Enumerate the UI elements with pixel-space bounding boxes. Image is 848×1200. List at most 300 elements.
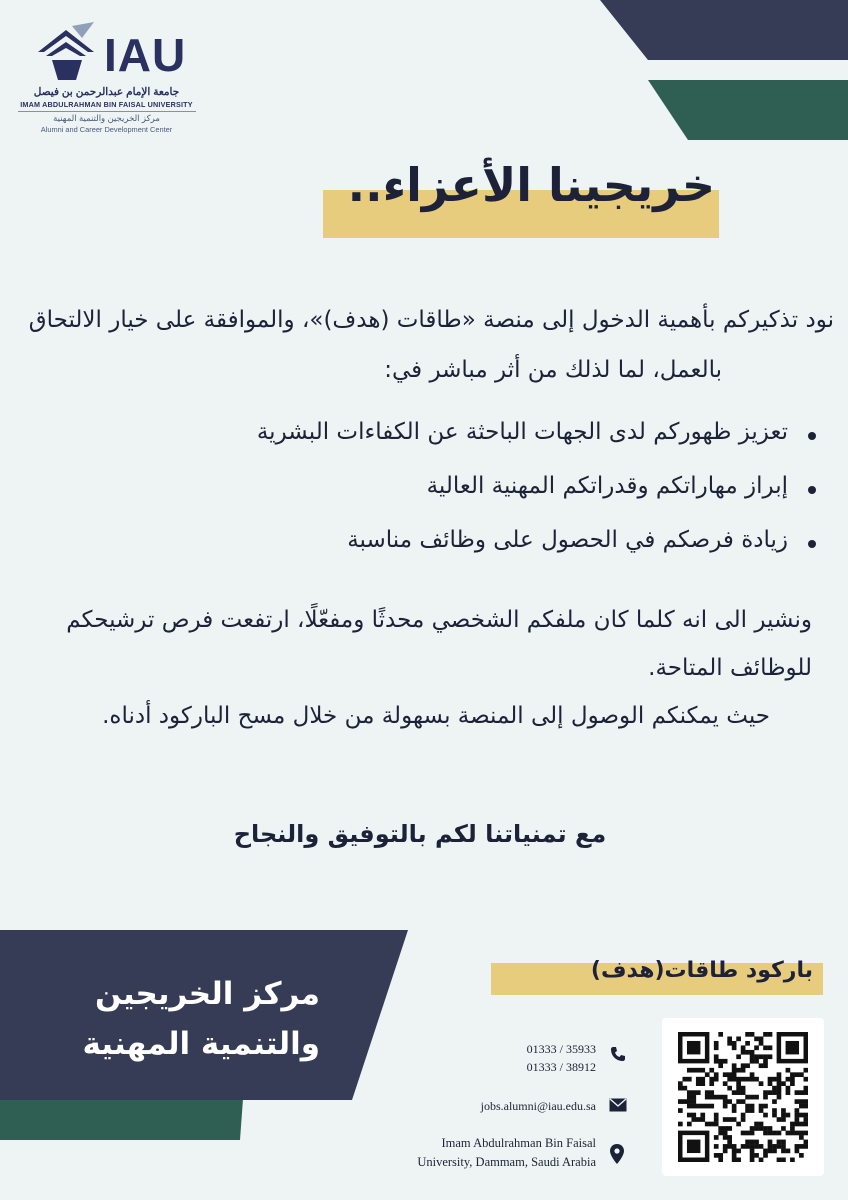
qr-module bbox=[777, 1140, 782, 1145]
qr-module bbox=[696, 1077, 701, 1082]
qr-module bbox=[736, 1149, 741, 1154]
qr-module bbox=[804, 1144, 808, 1149]
qr-module bbox=[700, 1117, 705, 1122]
qr-module bbox=[799, 1153, 804, 1158]
benefits-list bbox=[256, 418, 820, 580]
qr-module bbox=[786, 1077, 791, 1082]
qr-module bbox=[768, 1077, 773, 1082]
qr-module bbox=[709, 1104, 714, 1109]
qr-module bbox=[754, 1045, 759, 1050]
logo-text: IAU bbox=[104, 29, 187, 81]
qr-module bbox=[732, 1158, 737, 1162]
email-address[interactable]: jobs.alumni@iau.edu.sa bbox=[480, 1099, 596, 1113]
qr-module bbox=[777, 1131, 782, 1136]
qr-module bbox=[736, 1054, 741, 1059]
qr-module bbox=[763, 1032, 768, 1037]
qr-module bbox=[687, 1077, 692, 1082]
logo-center-english: Alumni and Career Development Center bbox=[40, 125, 173, 134]
qr-module bbox=[795, 1149, 800, 1154]
phone-number-1: 01333 / 35933 bbox=[526, 1042, 596, 1056]
qr-module bbox=[732, 1041, 737, 1046]
qr-module bbox=[750, 1050, 755, 1055]
qr-module bbox=[763, 1131, 768, 1136]
qr-module bbox=[745, 1131, 750, 1136]
qr-module bbox=[727, 1036, 732, 1041]
qr-module bbox=[714, 1045, 719, 1050]
top-green-shape bbox=[648, 80, 848, 140]
qr-module bbox=[741, 1144, 746, 1149]
qr-module bbox=[781, 1108, 786, 1113]
qr-module bbox=[727, 1135, 732, 1140]
qr-module bbox=[687, 1090, 692, 1095]
qr-module bbox=[745, 1095, 750, 1100]
qr-module bbox=[754, 1059, 759, 1064]
barcode-label: باركود طاقات(هدف) bbox=[590, 958, 813, 983]
qr-module bbox=[723, 1081, 728, 1086]
qr-module bbox=[786, 1131, 791, 1136]
qr-module bbox=[714, 1122, 719, 1127]
logo-university-arabic: جامعة الإمام عبدالرحمن بن فيصل bbox=[33, 86, 180, 98]
qr-module bbox=[754, 1077, 759, 1082]
qr-module bbox=[754, 1122, 759, 1127]
qr-module bbox=[804, 1122, 808, 1127]
qr-module bbox=[781, 1117, 786, 1122]
qr-module bbox=[714, 1059, 719, 1064]
qr-module bbox=[714, 1077, 719, 1082]
qr-module bbox=[799, 1104, 804, 1109]
note-line-3: حيث يمكنكم الوصول إلى المنصة بسهولة من خلال مسح الباركود أدناه. bbox=[102, 703, 770, 729]
qr-module bbox=[745, 1041, 750, 1046]
qr-module bbox=[714, 1095, 719, 1100]
qr-module bbox=[718, 1153, 723, 1158]
qr-module bbox=[772, 1077, 777, 1082]
qr-module bbox=[781, 1126, 786, 1131]
bullet-dot-icon bbox=[808, 486, 816, 494]
qr-module bbox=[691, 1068, 696, 1073]
qr-module bbox=[804, 1099, 808, 1104]
qr-module bbox=[750, 1158, 755, 1162]
qr-module bbox=[804, 1077, 808, 1082]
top-navy-shape bbox=[600, 0, 848, 60]
headline: خريجينا الأعزاء.. bbox=[347, 158, 715, 212]
qr-module bbox=[714, 1054, 719, 1059]
qr-module bbox=[714, 1117, 719, 1122]
qr-module bbox=[687, 1122, 692, 1127]
qr-module bbox=[678, 1108, 683, 1113]
qr-module bbox=[691, 1104, 696, 1109]
bullet-dot-icon bbox=[808, 540, 816, 548]
qr-module bbox=[759, 1036, 764, 1041]
qr-module bbox=[741, 1090, 746, 1095]
qr-module bbox=[727, 1126, 732, 1131]
qr-module bbox=[700, 1081, 705, 1086]
qr-module bbox=[750, 1126, 755, 1131]
qr-module bbox=[723, 1072, 728, 1077]
qr-module bbox=[790, 1158, 795, 1162]
qr-module bbox=[727, 1086, 732, 1091]
intro-line-1: نود تذكيركم بأهمية الدخول إلى منصة «طاقات (هدف)»، والموافقة على خيار الالتحاق bbox=[28, 307, 834, 333]
qr-module bbox=[795, 1108, 800, 1113]
logo-divider bbox=[18, 111, 196, 112]
qr-module bbox=[759, 1054, 764, 1059]
qr-module bbox=[759, 1158, 764, 1162]
qr-module bbox=[754, 1036, 759, 1041]
qr-module bbox=[732, 1117, 737, 1122]
qr-module bbox=[799, 1090, 804, 1095]
mail-icon bbox=[609, 1098, 627, 1112]
qr-module bbox=[691, 1113, 696, 1118]
qr-module bbox=[768, 1081, 773, 1086]
qr-module bbox=[759, 1122, 764, 1127]
qr-module bbox=[781, 1149, 786, 1154]
qr-module bbox=[786, 1090, 791, 1095]
qr-module bbox=[777, 1090, 782, 1095]
logo-emblem-icon bbox=[32, 22, 102, 84]
qr-module bbox=[732, 1072, 737, 1077]
qr-module bbox=[759, 1081, 764, 1086]
qr-module bbox=[723, 1149, 728, 1154]
qr-module bbox=[732, 1063, 737, 1068]
qr-module bbox=[750, 1144, 755, 1149]
qr-finder-pattern bbox=[687, 1140, 700, 1153]
qr-module bbox=[700, 1068, 705, 1073]
qr-module bbox=[718, 1032, 723, 1037]
qr-module bbox=[718, 1095, 723, 1100]
closing-line: مع تمنياتنا لكم بالتوفيق والنجاح bbox=[233, 820, 607, 848]
address-line-1: Imam Abdulrahman Bin Faisal bbox=[441, 1136, 596, 1150]
list-item bbox=[256, 418, 820, 472]
qr-module bbox=[741, 1045, 746, 1050]
qr-module bbox=[799, 1113, 804, 1118]
qr-module bbox=[700, 1113, 705, 1118]
qr-module bbox=[763, 1063, 768, 1068]
qr-module bbox=[736, 1158, 741, 1162]
qr-module bbox=[768, 1054, 773, 1059]
qr-module bbox=[763, 1153, 768, 1158]
qr-module bbox=[786, 1149, 791, 1154]
qr-module bbox=[687, 1068, 692, 1073]
qr-module bbox=[763, 1126, 768, 1131]
qr-module bbox=[705, 1095, 710, 1100]
qr-module bbox=[732, 1108, 737, 1113]
qr-module bbox=[718, 1158, 723, 1162]
university-logo bbox=[14, 14, 199, 134]
phone-icon bbox=[610, 1046, 626, 1062]
qr-module bbox=[736, 1077, 741, 1082]
qr-module bbox=[678, 1122, 683, 1127]
qr-module bbox=[714, 1041, 719, 1046]
qr-module bbox=[732, 1045, 737, 1050]
qr-module bbox=[696, 1090, 701, 1095]
qr-module bbox=[741, 1117, 746, 1122]
qr-module bbox=[718, 1131, 723, 1136]
qr-module bbox=[732, 1104, 737, 1109]
qr-module bbox=[705, 1122, 710, 1127]
qr-module bbox=[790, 1072, 795, 1077]
qr-module bbox=[795, 1144, 800, 1149]
qr-module bbox=[745, 1050, 750, 1055]
qr-module bbox=[804, 1113, 808, 1118]
qr-module bbox=[750, 1153, 755, 1158]
logo-university-english: IMAM ABDULRAHMAN BIN FAISAL UNIVERSITY bbox=[20, 100, 193, 109]
qr-module bbox=[736, 1068, 741, 1073]
qr-module bbox=[741, 1068, 746, 1073]
qr-module bbox=[777, 1144, 782, 1149]
qr-module bbox=[750, 1140, 755, 1145]
qr-module bbox=[727, 1072, 732, 1077]
list-item-text: تعزيز ظهوركم لدى الجهات الباحثة عن الكفاءات البشرية bbox=[256, 419, 788, 445]
qr-module bbox=[777, 1081, 782, 1086]
qr-module bbox=[723, 1104, 728, 1109]
qr-module bbox=[754, 1153, 759, 1158]
qr-module bbox=[759, 1041, 764, 1046]
qr-module bbox=[687, 1095, 692, 1100]
qr-module bbox=[678, 1081, 683, 1086]
qr-module bbox=[750, 1131, 755, 1136]
qr-module bbox=[777, 1095, 782, 1100]
qr-module bbox=[772, 1099, 777, 1104]
qr-module bbox=[750, 1108, 755, 1113]
qr-module bbox=[768, 1090, 773, 1095]
qr-module bbox=[727, 1077, 732, 1082]
qr-module bbox=[714, 1135, 719, 1140]
qr-module bbox=[795, 1122, 800, 1127]
qr-module bbox=[768, 1144, 773, 1149]
location-pin-icon bbox=[610, 1144, 624, 1164]
qr-module bbox=[781, 1081, 786, 1086]
qr-module bbox=[732, 1149, 737, 1154]
list-item bbox=[260, 526, 820, 580]
qr-module bbox=[678, 1099, 683, 1104]
qr-module bbox=[763, 1054, 768, 1059]
qr-module bbox=[691, 1099, 696, 1104]
qr-module bbox=[772, 1090, 777, 1095]
qr-module bbox=[795, 1113, 800, 1118]
qr-module bbox=[723, 1095, 728, 1100]
qr-module bbox=[727, 1144, 732, 1149]
qr-module bbox=[682, 1086, 687, 1091]
qr-module bbox=[714, 1153, 719, 1158]
list-item-text: زيادة فرصكم في الحصول على وظائف مناسبة bbox=[347, 527, 788, 553]
qr-module bbox=[718, 1063, 723, 1068]
qr-module bbox=[799, 1072, 804, 1077]
address bbox=[370, 1134, 596, 1172]
qr-module bbox=[745, 1144, 750, 1149]
qr-module bbox=[696, 1104, 701, 1109]
qr-module bbox=[741, 1131, 746, 1136]
qr-module bbox=[736, 1090, 741, 1095]
qr-module bbox=[718, 1059, 723, 1064]
qr-module bbox=[700, 1104, 705, 1109]
qr-module bbox=[723, 1126, 728, 1131]
qr-module bbox=[763, 1045, 768, 1050]
qr-module bbox=[750, 1032, 755, 1037]
qr-module bbox=[772, 1144, 777, 1149]
qr-module bbox=[736, 1036, 741, 1041]
qr-module bbox=[763, 1149, 768, 1154]
qr-module bbox=[696, 1117, 701, 1122]
qr-module bbox=[772, 1113, 777, 1118]
qr-module bbox=[768, 1126, 773, 1131]
qr-module bbox=[732, 1068, 737, 1073]
qr-module bbox=[754, 1140, 759, 1145]
qr-module bbox=[790, 1077, 795, 1082]
qr-module bbox=[790, 1081, 795, 1086]
qr-module bbox=[682, 1099, 687, 1104]
qr-module bbox=[723, 1117, 728, 1122]
qr-module bbox=[750, 1149, 755, 1154]
intro-line-2: بالعمل، لما لذلك من أثر مباشر في: bbox=[384, 357, 722, 383]
qr-module bbox=[772, 1086, 777, 1091]
qr-module bbox=[723, 1099, 728, 1104]
qr-module bbox=[691, 1090, 696, 1095]
qr-module bbox=[741, 1077, 746, 1082]
qr-module bbox=[727, 1117, 732, 1122]
qr-module bbox=[804, 1104, 808, 1109]
qr-module bbox=[687, 1104, 692, 1109]
qr-module bbox=[754, 1126, 759, 1131]
qr-module bbox=[786, 1113, 791, 1118]
qr-module bbox=[750, 1059, 755, 1064]
qr-module bbox=[754, 1144, 759, 1149]
qr-module bbox=[795, 1099, 800, 1104]
qr-module bbox=[745, 1140, 750, 1145]
qr-module bbox=[736, 1122, 741, 1127]
qr-module bbox=[777, 1158, 782, 1162]
qr-module bbox=[745, 1104, 750, 1109]
qr-module bbox=[799, 1131, 804, 1136]
qr-module bbox=[745, 1108, 750, 1113]
qr-module bbox=[682, 1077, 687, 1082]
qr-module bbox=[714, 1144, 719, 1149]
qr-module bbox=[768, 1149, 773, 1154]
qr-module bbox=[736, 1099, 741, 1104]
qr-module bbox=[799, 1135, 804, 1140]
qr-module bbox=[732, 1144, 737, 1149]
qr-module bbox=[709, 1095, 714, 1100]
qr-module bbox=[745, 1063, 750, 1068]
qr-module bbox=[723, 1059, 728, 1064]
qr-module bbox=[678, 1086, 683, 1091]
qr-module bbox=[750, 1054, 755, 1059]
qr-module bbox=[804, 1131, 808, 1136]
qr-module bbox=[709, 1122, 714, 1127]
qr-module bbox=[777, 1117, 782, 1122]
qr-module bbox=[718, 1126, 723, 1131]
qr-module bbox=[799, 1144, 804, 1149]
qr-module bbox=[687, 1099, 692, 1104]
qr-module bbox=[696, 1068, 701, 1073]
list-item bbox=[260, 472, 820, 526]
qr-module bbox=[741, 1063, 746, 1068]
qr-module bbox=[795, 1072, 800, 1077]
qr-module bbox=[777, 1077, 782, 1082]
qr-module bbox=[691, 1117, 696, 1122]
qr-module bbox=[745, 1077, 750, 1082]
qr-module bbox=[696, 1081, 701, 1086]
qr-module bbox=[804, 1140, 808, 1145]
qr-module bbox=[763, 1104, 768, 1109]
qr-finder-pattern bbox=[687, 1041, 700, 1054]
qr-module bbox=[786, 1068, 791, 1073]
qr-module bbox=[741, 1050, 746, 1055]
qr-module bbox=[781, 1140, 786, 1145]
qr-module bbox=[799, 1122, 804, 1127]
qr-module bbox=[709, 1068, 714, 1073]
qr-module bbox=[745, 1032, 750, 1037]
qr-module bbox=[741, 1113, 746, 1118]
qr-module bbox=[741, 1099, 746, 1104]
phone-numbers bbox=[470, 1040, 596, 1076]
qr-module bbox=[759, 1108, 764, 1113]
qr-module bbox=[705, 1090, 710, 1095]
qr-module bbox=[759, 1126, 764, 1131]
qr-module bbox=[741, 1086, 746, 1091]
qr-module bbox=[781, 1113, 786, 1118]
center-name bbox=[60, 970, 320, 1069]
qr-module bbox=[750, 1072, 755, 1077]
qr-module bbox=[705, 1072, 710, 1077]
qr-module bbox=[700, 1077, 705, 1082]
qr-module bbox=[759, 1144, 764, 1149]
qr-code[interactable] bbox=[678, 1032, 808, 1162]
address-line-2: University, Dammam, Saudi Arabia bbox=[417, 1154, 596, 1169]
qr-module bbox=[727, 1099, 732, 1104]
logo-center-arabic: مركز الخريجين والتنمية المهنية bbox=[53, 113, 160, 123]
note-line-2: للوظائف المتاحة. bbox=[648, 655, 812, 681]
qr-module bbox=[795, 1117, 800, 1122]
qr-module bbox=[705, 1104, 710, 1109]
qr-module bbox=[714, 1113, 719, 1118]
qr-module bbox=[795, 1090, 800, 1095]
qr-module bbox=[687, 1113, 692, 1118]
qr-module bbox=[732, 1153, 737, 1158]
list-item-text: إبراز مهاراتكم وقدراتكم المهنية العالية bbox=[426, 473, 788, 499]
qr-module bbox=[772, 1131, 777, 1136]
qr-module bbox=[804, 1117, 808, 1122]
qr-module bbox=[723, 1135, 728, 1140]
qr-module bbox=[732, 1090, 737, 1095]
qr-module bbox=[777, 1072, 782, 1077]
qr-module bbox=[709, 1077, 714, 1082]
qr-module bbox=[750, 1095, 755, 1100]
note-line-1: ونشير الى انه كلما كان ملفكم الشخصي محدثًا ومفعّلًا، ارتفعت فرص ترشيحكم bbox=[66, 607, 812, 633]
qr-module bbox=[772, 1149, 777, 1154]
phone-number-2: 01333 / 38912 bbox=[526, 1060, 596, 1074]
qr-module bbox=[723, 1131, 728, 1136]
qr-module bbox=[768, 1032, 773, 1037]
qr-module bbox=[781, 1144, 786, 1149]
qr-module bbox=[763, 1113, 768, 1118]
qr-module bbox=[727, 1140, 732, 1145]
qr-module bbox=[736, 1081, 741, 1086]
qr-module bbox=[763, 1095, 768, 1100]
center-name-line-2: والتنمية المهنية bbox=[82, 1025, 320, 1062]
qr-module bbox=[790, 1131, 795, 1136]
qr-module bbox=[790, 1126, 795, 1131]
qr-module bbox=[723, 1144, 728, 1149]
qr-module bbox=[754, 1054, 759, 1059]
qr-module bbox=[709, 1081, 714, 1086]
qr-module bbox=[754, 1095, 759, 1100]
qr-module bbox=[714, 1072, 719, 1077]
qr-module bbox=[768, 1045, 773, 1050]
qr-code-card[interactable] bbox=[662, 1018, 824, 1176]
qr-module bbox=[799, 1099, 804, 1104]
qr-module bbox=[759, 1063, 764, 1068]
qr-module bbox=[772, 1108, 777, 1113]
qr-module bbox=[804, 1090, 808, 1095]
